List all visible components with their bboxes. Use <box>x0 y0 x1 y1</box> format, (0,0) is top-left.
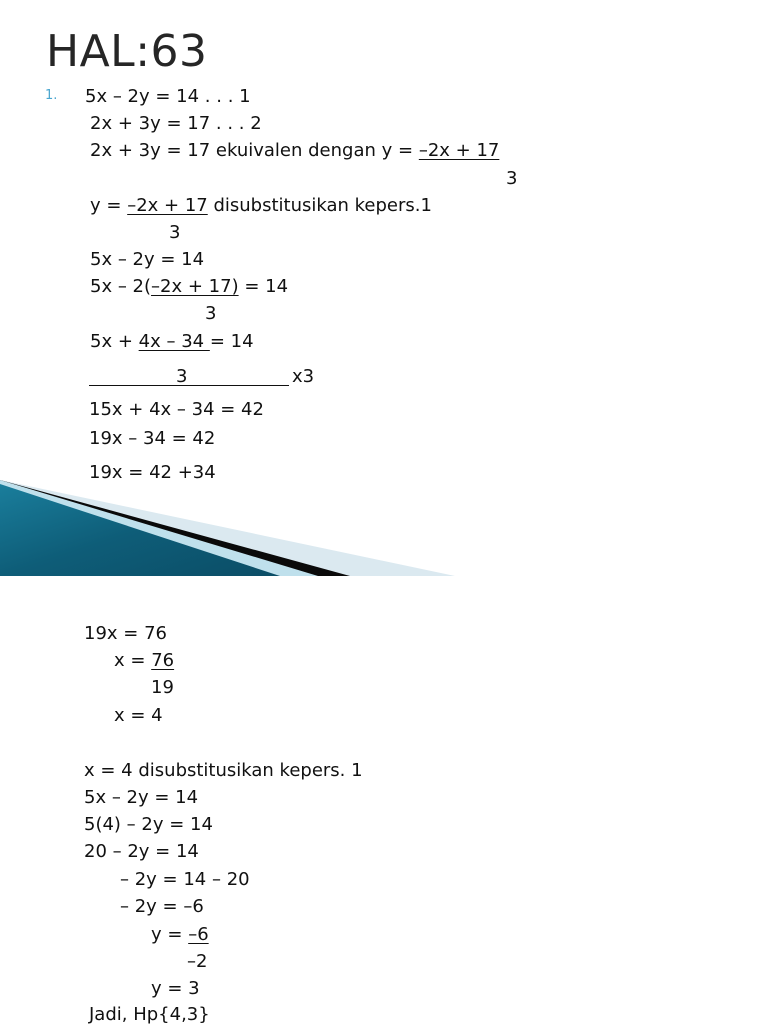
fraction-numerator: –6 <box>188 924 209 945</box>
fraction-denominator: –2 <box>187 951 208 972</box>
equation-1: 5x – 2y = 14 . . . 1 <box>85 86 251 107</box>
multiplier: x3 <box>292 366 315 387</box>
equation-line: 5(4) – 2y = 14 <box>84 814 213 835</box>
fraction-denominator: 3 <box>205 303 217 324</box>
fraction-denominator: 19 <box>151 677 174 698</box>
equation-line: 19x – 34 = 42 <box>89 428 216 449</box>
list-number: 1. <box>45 88 58 103</box>
equation-line: 20 – 2y = 14 <box>84 841 199 862</box>
fraction-denominator: 3 <box>176 366 188 387</box>
fraction-denominator: 3 <box>169 222 181 243</box>
fraction-numerator: –2x + 17 <box>127 195 208 216</box>
equation-line: 5x – 2y = 14 <box>84 787 199 808</box>
substitution-text: disubstitusikan kepers.1 <box>207 195 432 216</box>
equation-line <box>114 650 174 672</box>
fraction-bar <box>89 385 289 386</box>
equation-2: 2x + 3y = 17 . . . 2 <box>90 113 262 134</box>
equation-line: x = 4 disubstitusikan kepers. 1 <box>84 760 363 781</box>
equation-line <box>90 276 288 298</box>
substitution-y: y = <box>90 195 128 216</box>
equation-part: = 14 <box>238 276 289 297</box>
fraction-denominator: 3 <box>506 168 518 189</box>
fraction-numerator: –2x + 17 <box>418 140 500 161</box>
equation-part: x = <box>114 650 152 671</box>
equation-line: 19x = 76 <box>84 623 167 644</box>
page-title: HAL:63 <box>46 26 208 77</box>
equation-part: 5x – 2( <box>90 276 152 297</box>
equation-line: – 2y = 14 – 20 <box>120 869 250 890</box>
equation-part: y = <box>151 924 189 945</box>
fraction-numerator: –2x + 17) <box>151 276 239 297</box>
substitution-line <box>90 195 432 217</box>
equation-part: = 14 <box>209 331 254 352</box>
equation-line: y = 3 <box>151 978 200 999</box>
slide-decoration <box>0 480 460 578</box>
equivalent-line <box>90 140 499 162</box>
conclusion-line: Jadi, Hp{4,3} <box>89 1004 210 1025</box>
equation-line: x = 4 <box>114 705 163 726</box>
equation-line: 19x = 42 +34 <box>89 462 216 483</box>
equation-line: – 2y = –6 <box>120 896 204 917</box>
fraction-numerator: 4x – 34 <box>138 331 210 352</box>
equation-line: 15x + 4x – 34 = 42 <box>89 399 264 420</box>
equivalent-text: 2x + 3y = 17 ekuivalen dengan y = <box>90 140 419 161</box>
equation-line <box>90 331 254 353</box>
equation-line <box>151 924 209 946</box>
equation-part: 5x + <box>90 331 139 352</box>
equation-line: 5x – 2y = 14 <box>90 249 205 270</box>
fraction-numerator: 76 <box>151 650 175 671</box>
